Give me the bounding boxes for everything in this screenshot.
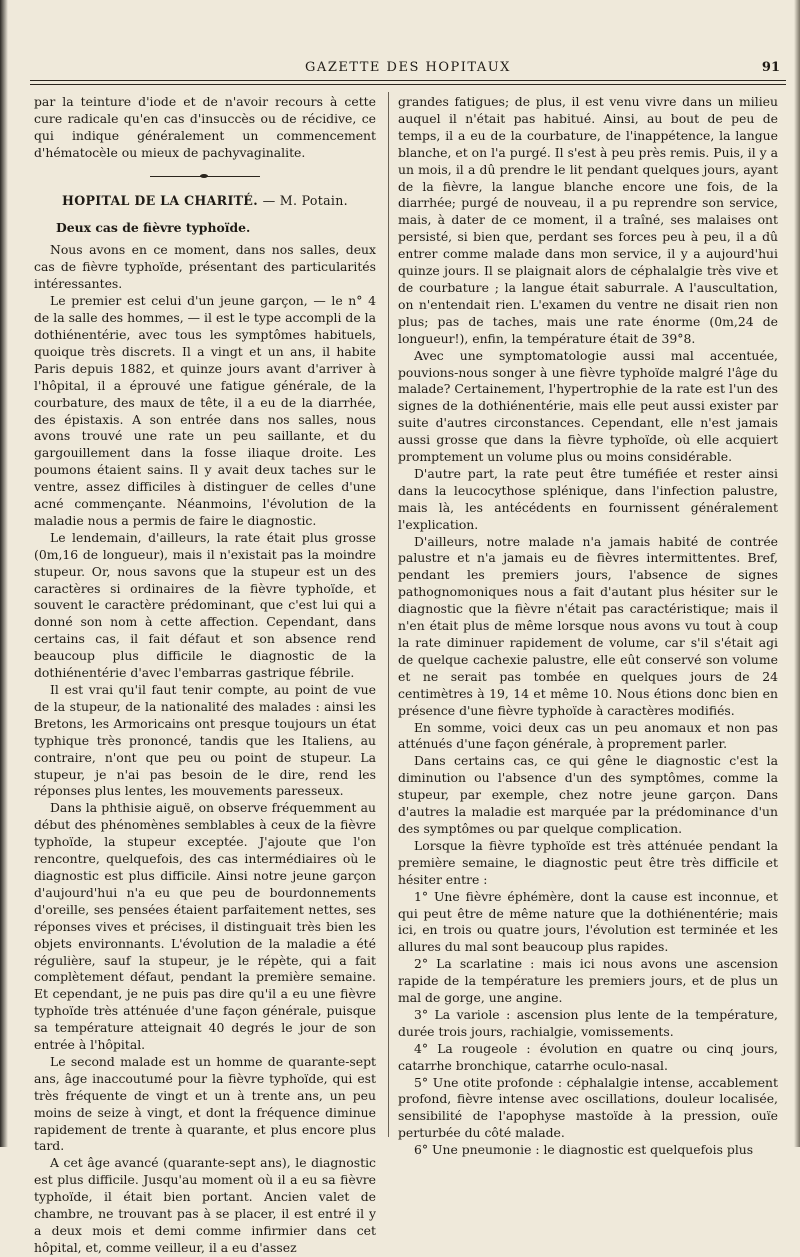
page-edge-shadow-right xyxy=(794,0,800,1147)
running-header xyxy=(30,60,786,82)
paragraph: A cet âge avancé (quarante-sept ans), le diagnostic est plus difficile. Jusqu'au moment où il a eu sa fièvre typhoïde, il était bien portant. Ancien valet de chambre, ne trouvant pas à se placer, il est entré il y a deux mois et demi comme infirmier dans cet hôpital, et, comme veilleur, il a eu d'assez xyxy=(34,1155,376,1255)
list-item: 6° Une pneumonie : le diagnostic est quelquefois plus xyxy=(414,1142,754,1158)
paragraph: Il est vrai qu'il faut tenir compte, au point de vue de la stupeur, de la nationalité des malades : ainsi les Bretons, les Armoricains ont presque toujours un état typhique très prononcé, tandis que les Italiens, au contraire, n'ont que peu ou point de stupeur. La stupeur, je n'ai pas besoin de le dire, rend les réponses plus lentes, les mouvements paresseux. xyxy=(34,682,376,799)
paragraph: grandes fatigues; de plus, il est venu vivre dans un milieu auquel il n'était pas habitué. Ainsi, au bout de peu de temps, il a eu de la courbature, de l'inappétence, la langue blanche, et on l'a purgé. Il s'est à peu près remis. Puis, il y a un mois, il a dû prendre le lit pendant quelques jours, ayant de la fièvre, la langue blanche encore une fois, de la diarrhée; purgé de nouveau, il a pu reprendre son service, mais, à dater de ce moment, il a traîné, ses malaises ont persisté, si bien que, perdant ses forces peu à peu, il a dû entrer comme malade dans mon service, il y a aujourd'hui quinze jours. Il se plaignait alors de céphalalgie très vive et de courbature ; la langue était saburrale. A l'auscultation, on n'entendait rien. L'examen du ventre ne disait rien non plus; pas de taches, mais une rate énorme (0m,24 de longueur!), enfin, la température était de 39°8. xyxy=(398,94,778,346)
left-column xyxy=(34,94,376,1257)
section-title: HOPITAL DE LA CHARITÉ. xyxy=(62,192,258,208)
paragraph: Dans la phthisie aiguë, on observe fréquemment au début des phénomènes semblables à ceux de la fièvre typhoïde, la stupeur exceptée. J'ajoute que l'on rencontre, quelquefois, des cas intermédiaires où le diagnostic est plus difficile. Ainsi notre jeune garçon d'aujourd'hui n'a eu que peu de bourdonnements d'oreille, ses pensées étaient parfaitement nettes, ses réponses vives et précises, il distinguait très bien les objets environnants. L'évolution de la maladie a été régulière, sauf la stupeur, je le répète, qui a fait complètement défaut, pendant la première semaine. Et cependant, je ne puis pas dire qu'il a eu une fièvre typhoïde très atténuée d'une façon générale, puisque sa température atteignait 40 degrés le jour de son entrée à l'hôpital. xyxy=(34,800,376,1053)
section-author: — M. Potain. xyxy=(262,192,348,208)
header-rule-thick xyxy=(30,80,786,81)
paragraph: Lorsque la fièvre typhoïde est très atténuée pendant la première semaine, le diagnostic peut être très difficile et hésiter entre : xyxy=(398,837,778,887)
paragraph: Le premier est celui d'un jeune garçon, — le n° 4 de la salle des hommes, — il est le type accompli de la dothiénentérie, avec tous les symptômes habituels, quoique très discrets. Il a vingt et un ans, il habite Paris depuis 1882, et quinze jours avant d'arriver à l'hôpital, il a éprouvé une fatigue générale, de la courbature, des maux de tête, il a eu de la diarrhée, des épistaxis. A son entrée dans nos salles, nous avons trouvé une rate un peu saillante, et du gargouillement dans la fosse iliaque droite. Les poumons étaient sains. Il y avait deux taches sur le ventre, assez difficiles à distinguer de celles d'une acné commençante. Néanmoins, l'évolution de la maladie nous a permis de faire le diagnostic. xyxy=(34,293,376,528)
journal-title: GAZETTE DES HOPITAUX xyxy=(305,60,511,75)
header-rule-thin xyxy=(30,84,786,85)
list-item: 1° Une fièvre éphémère, dont la cause est inconnue, et qui peut être de même nature que la dothiénentérie; mais ici, en trois ou quatre jours, l'évolution est terminée et les allures du mal sont beaucoup plus rapides. xyxy=(398,888,778,955)
list-item: 4° La rougeole : évolution en quatre ou cinq jours, catarrhe bronchique, catarrhe oculo-nasal. xyxy=(398,1040,778,1073)
paragraph: D'autre part, la rate peut être tuméfiée et rester ainsi dans la leucocythose splénique, dans l'infection palustre, mais là, les antécédents en fournissent généralement l'explication. xyxy=(398,465,778,532)
list-item: 3° La variole : ascension plus lente de la température, durée trois jours, rachialgie, vomissements. xyxy=(398,1006,778,1039)
subsection-title: Deux cas de fièvre typhoïde. xyxy=(56,219,251,235)
intro-paragraph: par la teinture d'iode et de n'avoir recours à cette cure radicale qu'en cas d'insuccès ou de récidive, ce qui indique généralement un commencement d'hématocèle ou mieux de pachyvaginalite. xyxy=(34,94,376,160)
paragraph: Nous avons en ce moment, dans nos salles, deux cas de fièvre typhoïde, présentant des particularités intéressantes. xyxy=(34,242,376,292)
list-item: 5° Une otite profonde : céphalalgie intense, accablement profond, fièvre intense avec oscillations, douleur localisée, sensibilité de l'apophyse mastoïde à la pression, ouïe perturbée du côté malade. xyxy=(398,1074,778,1141)
paragraph: Le second malade est un homme de quarante-sept ans, âge inaccoutumé pour la fièvre typhoïde, qui est très fréquente de vingt et un à trente ans, un peu moins de seize à vingt, et dont la fréquence diminue rapidement de trente à quarante, et plus encore plus tard. xyxy=(34,1053,376,1154)
list-item: 2° La scarlatine : mais ici nous avons une ascension rapide de la température les premiers jours, et de plus un mal de gorge, une angine. xyxy=(398,956,778,1006)
section-divider xyxy=(150,176,260,177)
section-heading xyxy=(34,193,376,210)
column-divider xyxy=(388,92,389,1137)
paragraph: Avec une symptomatologie aussi mal accentuée, pouvions-nous songer à une fièvre typhoïde malgré l'âge du malade? Certainement, l'hypertrophie de la rate est l'un des signes de la dothiénentérie, mais elle peut aussi exister par suite d'autres circonstances. Cependant, elle n'est jamais aussi grosse que dans la fièvre typhoïde, où elle acquiert promptement un volume plus ou moins considérable. xyxy=(398,347,778,465)
paragraph: Le lendemain, d'ailleurs, la rate était plus grosse (0m,16 de longueur), mais il n'existait pas la moindre stupeur. Or, nous savons que la stupeur est un des caractères si ordinaires de la fièvre typhoïde, et souvent le caractère prédominant, que c'est lui qui a donné son nom à cette affection. Cependant, dans certains cas, il fait défaut et son absence rend beaucoup plus difficile le diagnostic de la dothiénentérie d'avec l'embarras gastrique fébrile. xyxy=(34,529,376,681)
page-number: 91 xyxy=(761,60,780,75)
page-edge-shadow-left xyxy=(0,0,8,1147)
paragraph: En somme, voici deux cas un peu anomaux et non pas atténués d'une façon générale, à proprement parler. xyxy=(398,719,778,752)
paragraph: Dans certains cas, ce qui gêne le diagnostic c'est la diminution ou l'absence d'un des symptômes, comme la stupeur, par exemple, chez notre jeune garçon. Dans d'autres la maladie est marquée par la prédominance d'un des symptômes ou par quelque complication. xyxy=(398,753,778,836)
right-column xyxy=(398,94,778,1159)
paragraph: D'ailleurs, notre malade n'a jamais habité de contrée palustre et n'a jamais eu de fièvres intermittentes. Bref, pendant les premiers jours, l'absence de signes pathognomoniques nous a fait d'autant plus hésiter sur le diagnostic que la fièvre n'était pas caractéristique; mais il n'en était plus de même lorsque nous avons vu tout à coup la rate diminuer rapidement de volume, car s'il s'était agi de quelque cachexie palustre, elle eût conservé son volume et ne serait pas tombée en quelques jours de 24 centimètres à 19, 14 et même 10. Nous étions donc bien en présence d'une fièvre typhoïde à caractères modifiés. xyxy=(398,533,778,718)
